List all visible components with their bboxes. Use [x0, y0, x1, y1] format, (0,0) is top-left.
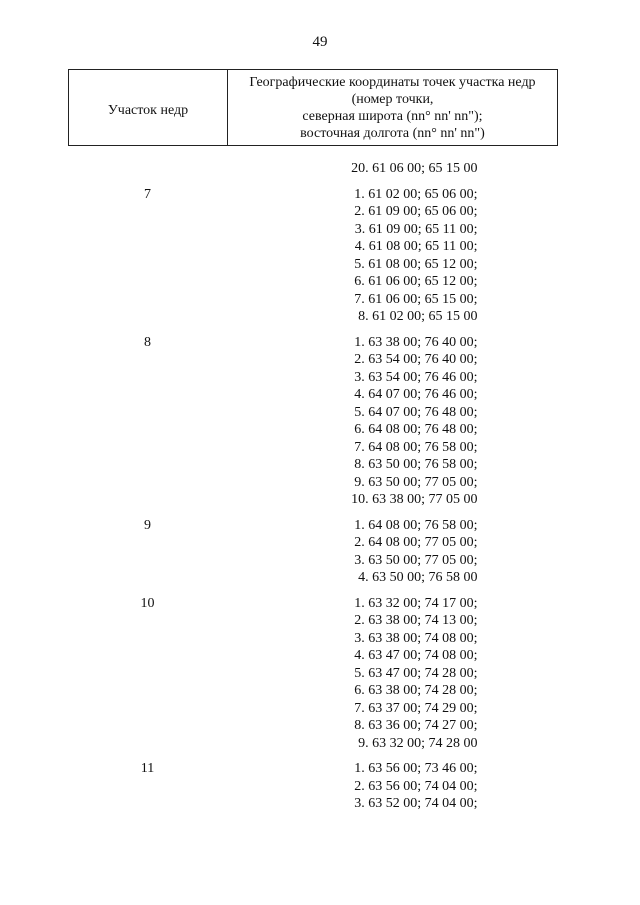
coordinate-point: 3. 63 38 00; 74 08 00; [354, 630, 478, 646]
table-row [68, 160, 558, 178]
coordinate-point: 4. 63 50 00; 76 58 00 [358, 570, 478, 585]
coordinate-point: 7. 61 06 00; 65 15 00; [354, 291, 478, 307]
area-number [68, 160, 227, 178]
coordinate-point: 1. 61 02 00; 65 06 00; [354, 186, 478, 202]
coordinate-point: 4. 64 07 00; 76 46 00; [354, 387, 478, 402]
header-coordinates-line: восточная долгота (nn° nn' nn") [300, 126, 485, 141]
coordinates-cell [227, 186, 558, 326]
coordinate-point: 8. 63 50 00; 76 58 00; [354, 457, 478, 472]
header-area-column: Участок недр [69, 70, 228, 145]
table-row [68, 517, 558, 587]
page-number: 49 [312, 34, 328, 50]
coordinate-point: 6. 64 08 00; 76 48 00; [354, 422, 478, 437]
coordinate-point: 5. 63 47 00; 74 28 00; [354, 665, 478, 681]
table-row [68, 334, 558, 509]
coordinate-point: 7. 64 08 00; 76 58 00; [354, 439, 478, 455]
coordinate-point: 1. 63 38 00; 76 40 00; [354, 334, 478, 350]
coordinates-cell [227, 595, 558, 753]
coordinate-point: 8. 63 36 00; 74 27 00; [354, 718, 478, 733]
area-number: 8 [144, 334, 151, 350]
coordinates-table-body [68, 160, 558, 821]
table-row [68, 760, 558, 813]
coordinate-point: 20. 61 06 00; 65 15 00 [351, 161, 478, 176]
coordinate-point: 2. 63 54 00; 76 40 00; [354, 352, 478, 367]
area-number: 11 [140, 761, 155, 776]
coordinate-point: 1. 63 32 00; 74 17 00; [354, 595, 478, 611]
coordinates-list [308, 186, 478, 326]
area-number: 9 [144, 517, 151, 533]
coordinate-point: 6. 63 38 00; 74 28 00; [354, 683, 478, 698]
coordinate-point: 8. 61 02 00; 65 15 00 [358, 309, 478, 324]
coordinate-point: 1. 64 08 00; 76 58 00; [354, 517, 478, 533]
coordinate-point: 2. 63 38 00; 74 13 00; [354, 613, 478, 628]
table-row [68, 595, 558, 753]
table-header [68, 69, 558, 146]
coordinates-cell [227, 334, 558, 509]
header-coordinates-line: северная широта (nn° nn' nn"); [302, 109, 483, 124]
coordinate-point: 5. 61 08 00; 65 12 00; [354, 256, 478, 272]
coordinates-list [308, 760, 478, 813]
coordinate-point: 2. 64 08 00; 77 05 00; [354, 535, 478, 550]
header-coordinates-line: (номер точки, [351, 92, 434, 107]
header-coordinates-column [228, 70, 557, 145]
coordinates-list [308, 334, 478, 509]
coordinate-point: 2. 63 56 00; 74 04 00; [354, 778, 478, 794]
area-number: 10 [140, 595, 155, 611]
coordinate-point: 10. 63 38 00; 77 05 00 [351, 492, 478, 507]
coordinate-point: 6. 61 06 00; 65 12 00; [354, 274, 478, 289]
coordinate-point: 4. 61 08 00; 65 11 00; [354, 239, 478, 254]
coordinate-point: 1. 63 56 00; 73 46 00; [354, 761, 478, 776]
coordinates-cell [227, 517, 558, 587]
coordinate-point: 9. 63 50 00; 77 05 00; [354, 474, 478, 490]
coordinate-point: 4. 63 47 00; 74 08 00; [354, 648, 478, 663]
coordinate-point: 2. 61 09 00; 65 06 00; [354, 204, 478, 219]
coordinates-list [308, 595, 478, 753]
coordinate-point: 3. 63 54 00; 76 46 00; [354, 369, 478, 385]
coordinate-point: 7. 63 37 00; 74 29 00; [354, 700, 478, 716]
coordinates-list [308, 517, 478, 587]
coordinate-point: 9. 63 32 00; 74 28 00 [358, 735, 478, 751]
coordinate-point: 5. 64 07 00; 76 48 00; [354, 404, 478, 420]
header-coordinates-line: Географические координаты точек участка недр [249, 75, 536, 90]
coordinates-cell [227, 160, 558, 178]
coordinate-point: 3. 63 50 00; 77 05 00; [354, 552, 478, 568]
table-row [68, 186, 558, 326]
coordinate-point: 3. 61 09 00; 65 11 00; [354, 221, 478, 237]
coordinate-point: 3. 63 52 00; 74 04 00; [354, 796, 478, 811]
coordinates-cell [227, 760, 558, 813]
coordinates-list [308, 160, 478, 178]
area-number: 7 [144, 186, 151, 202]
